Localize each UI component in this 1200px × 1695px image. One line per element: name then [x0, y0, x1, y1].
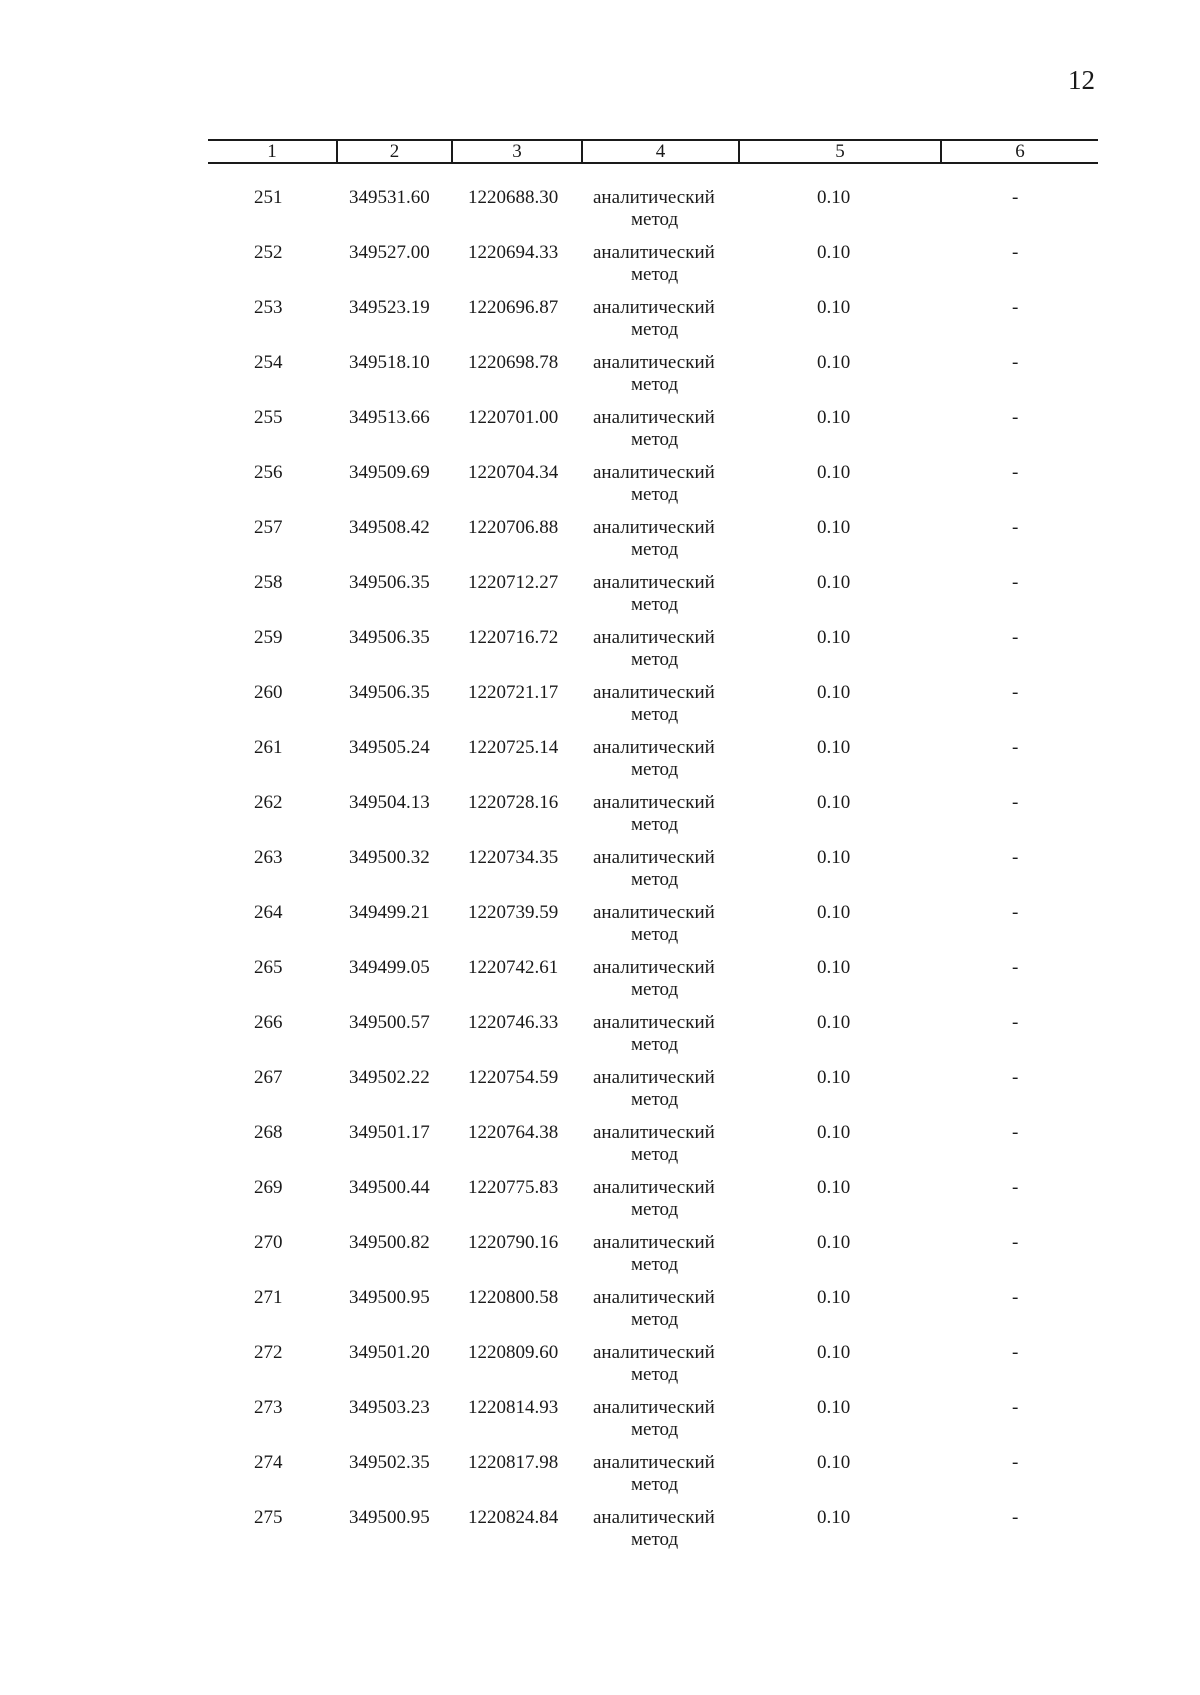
table-body [0, 187, 1200, 1562]
method-line-2: метод [631, 759, 679, 780]
accuracy-value: 0.10 [817, 847, 851, 868]
note-value: - [1012, 957, 1019, 978]
point-number: 261 [254, 737, 283, 758]
coordinate-y: 1220706.88 [468, 517, 559, 538]
coordinate-x: 349501.20 [349, 1342, 430, 1363]
coordinate-y: 1220701.00 [468, 407, 559, 428]
method-line-2: метод [631, 209, 679, 230]
method-line-1: аналитический [593, 1122, 715, 1143]
coordinate-x: 349502.35 [349, 1452, 430, 1473]
point-number: 268 [254, 1122, 283, 1143]
method-line-1: аналитический [593, 1177, 715, 1198]
point-number: 255 [254, 407, 283, 428]
note-value: - [1012, 1342, 1019, 1363]
coordinate-x: 349523.19 [349, 297, 430, 318]
page-number: 12 [1068, 65, 1095, 95]
coordinate-y: 1220746.33 [468, 1012, 559, 1033]
table-row [0, 1122, 1200, 1177]
table-row [0, 1507, 1200, 1562]
coordinate-x: 349500.32 [349, 847, 430, 868]
table-row [0, 352, 1200, 407]
point-number: 256 [254, 462, 283, 483]
point-number: 274 [254, 1452, 283, 1473]
note-value: - [1012, 1232, 1019, 1253]
coordinate-x: 349500.95 [349, 1507, 430, 1528]
coordinate-x: 349499.05 [349, 957, 430, 978]
coordinate-x: 349505.24 [349, 737, 430, 758]
table-row [0, 1177, 1200, 1232]
column-header-5: 5 [740, 141, 942, 162]
method-line-1: аналитический [593, 957, 715, 978]
coordinate-x: 349500.44 [349, 1177, 430, 1198]
note-value: - [1012, 1452, 1019, 1473]
method-line-1: аналитический [593, 242, 715, 263]
method-line-1: аналитический [593, 1397, 715, 1418]
method-line-2: метод [631, 319, 679, 340]
coordinate-y: 1220754.59 [468, 1067, 559, 1088]
method-line-2: метод [631, 1474, 679, 1495]
method-line-2: метод [631, 374, 679, 395]
point-number: 252 [254, 242, 283, 263]
method-line-1: аналитический [593, 1452, 715, 1473]
accuracy-value: 0.10 [817, 1507, 851, 1528]
note-value: - [1012, 1287, 1019, 1308]
method-line-2: метод [631, 429, 679, 450]
method-line-2: метод [631, 1529, 679, 1550]
column-header-2: 2 [338, 141, 453, 162]
note-value: - [1012, 1397, 1019, 1418]
accuracy-value: 0.10 [817, 902, 851, 923]
point-number: 262 [254, 792, 283, 813]
point-number: 272 [254, 1342, 283, 1363]
method-line-2: метод [631, 924, 679, 945]
accuracy-value: 0.10 [817, 737, 851, 758]
table-row [0, 847, 1200, 902]
accuracy-value: 0.10 [817, 1012, 851, 1033]
table-row [0, 1397, 1200, 1452]
coordinate-x: 349527.00 [349, 242, 430, 263]
note-value: - [1012, 1012, 1019, 1033]
note-value: - [1012, 297, 1019, 318]
table-row [0, 572, 1200, 627]
method-line-2: метод [631, 869, 679, 890]
coordinate-y: 1220790.16 [468, 1232, 559, 1253]
method-line-2: метод [631, 1419, 679, 1440]
point-number: 263 [254, 847, 283, 868]
table-row [0, 792, 1200, 847]
table-row [0, 1232, 1200, 1287]
method-line-2: метод [631, 979, 679, 1000]
column-header-4: 4 [583, 141, 740, 162]
method-line-2: метод [631, 1309, 679, 1330]
coordinate-x: 349513.66 [349, 407, 430, 428]
coordinate-y: 1220809.60 [468, 1342, 559, 1363]
table-row [0, 242, 1200, 297]
coordinate-x: 349531.60 [349, 187, 430, 208]
coordinate-x: 349500.95 [349, 1287, 430, 1308]
point-number: 267 [254, 1067, 283, 1088]
method-line-2: метод [631, 1254, 679, 1275]
coordinate-y: 1220742.61 [468, 957, 559, 978]
coordinate-x: 349506.35 [349, 682, 430, 703]
coordinate-x: 349499.21 [349, 902, 430, 923]
method-line-1: аналитический [593, 627, 715, 648]
accuracy-value: 0.10 [817, 1177, 851, 1198]
note-value: - [1012, 792, 1019, 813]
method-line-2: метод [631, 484, 679, 505]
point-number: 254 [254, 352, 283, 373]
note-value: - [1012, 187, 1019, 208]
method-line-1: аналитический [593, 792, 715, 813]
coordinate-y: 1220764.38 [468, 1122, 559, 1143]
accuracy-value: 0.10 [817, 572, 851, 593]
method-line-2: метод [631, 1364, 679, 1385]
table-row [0, 407, 1200, 462]
point-number: 258 [254, 572, 283, 593]
table-row [0, 682, 1200, 737]
accuracy-value: 0.10 [817, 792, 851, 813]
method-line-1: аналитический [593, 572, 715, 593]
point-number: 275 [254, 1507, 283, 1528]
coordinate-x: 349501.17 [349, 1122, 430, 1143]
table-row [0, 187, 1200, 242]
accuracy-value: 0.10 [817, 627, 851, 648]
accuracy-value: 0.10 [817, 297, 851, 318]
note-value: - [1012, 737, 1019, 758]
coordinate-x: 349509.69 [349, 462, 430, 483]
coordinate-x: 349503.23 [349, 1397, 430, 1418]
point-number: 260 [254, 682, 283, 703]
point-number: 271 [254, 1287, 283, 1308]
table-row [0, 1067, 1200, 1122]
method-line-1: аналитический [593, 1012, 715, 1033]
table-row [0, 1287, 1200, 1342]
column-header-1: 1 [208, 141, 338, 162]
column-header-6: 6 [1015, 141, 1025, 162]
note-value: - [1012, 682, 1019, 703]
note-value: - [1012, 517, 1019, 538]
table-row [0, 627, 1200, 682]
method-line-2: метод [631, 649, 679, 670]
table-row [0, 297, 1200, 352]
coordinate-y: 1220694.33 [468, 242, 559, 263]
note-value: - [1012, 1122, 1019, 1143]
coordinate-y: 1220721.17 [468, 682, 559, 703]
note-value: - [1012, 462, 1019, 483]
method-line-1: аналитический [593, 517, 715, 538]
method-line-1: аналитический [593, 682, 715, 703]
coordinate-x: 349508.42 [349, 517, 430, 538]
accuracy-value: 0.10 [817, 1287, 851, 1308]
method-line-1: аналитический [593, 902, 715, 923]
accuracy-value: 0.10 [817, 1067, 851, 1088]
coordinate-y: 1220734.35 [468, 847, 559, 868]
coordinate-x: 349502.22 [349, 1067, 430, 1088]
table-header [208, 139, 1098, 164]
coordinate-y: 1220696.87 [468, 297, 559, 318]
method-line-2: метод [631, 594, 679, 615]
method-line-1: аналитический [593, 462, 715, 483]
coordinate-y: 1220814.93 [468, 1397, 559, 1418]
method-line-2: метод [631, 704, 679, 725]
point-number: 270 [254, 1232, 283, 1253]
point-number: 264 [254, 902, 283, 923]
point-number: 273 [254, 1397, 283, 1418]
method-line-2: метод [631, 1144, 679, 1165]
coordinate-x: 349506.35 [349, 627, 430, 648]
coordinate-x: 349500.82 [349, 1232, 430, 1253]
coordinate-y: 1220739.59 [468, 902, 559, 923]
method-line-1: аналитический [593, 1232, 715, 1253]
table-row [0, 737, 1200, 792]
method-line-1: аналитический [593, 1507, 715, 1528]
note-value: - [1012, 902, 1019, 923]
coordinate-x: 349504.13 [349, 792, 430, 813]
coordinate-y: 1220716.72 [468, 627, 559, 648]
point-number: 266 [254, 1012, 283, 1033]
accuracy-value: 0.10 [817, 1232, 851, 1253]
note-value: - [1012, 1177, 1019, 1198]
accuracy-value: 0.10 [817, 682, 851, 703]
method-line-1: аналитический [593, 1067, 715, 1088]
point-number: 257 [254, 517, 283, 538]
accuracy-value: 0.10 [817, 1122, 851, 1143]
method-line-2: метод [631, 1199, 679, 1220]
coordinate-y: 1220712.27 [468, 572, 559, 593]
note-value: - [1012, 627, 1019, 648]
note-value: - [1012, 847, 1019, 868]
accuracy-value: 0.10 [817, 352, 851, 373]
table-row [0, 1452, 1200, 1507]
method-line-2: метод [631, 1089, 679, 1110]
accuracy-value: 0.10 [817, 242, 851, 263]
method-line-1: аналитический [593, 1342, 715, 1363]
table-row [0, 957, 1200, 1012]
accuracy-value: 0.10 [817, 1452, 851, 1473]
note-value: - [1012, 1067, 1019, 1088]
method-line-1: аналитический [593, 737, 715, 758]
point-number: 259 [254, 627, 283, 648]
note-value: - [1012, 572, 1019, 593]
coordinate-y: 1220800.58 [468, 1287, 559, 1308]
method-line-1: аналитический [593, 352, 715, 373]
table-row [0, 517, 1200, 572]
coordinate-y: 1220817.98 [468, 1452, 559, 1473]
point-number: 265 [254, 957, 283, 978]
table-row [0, 1342, 1200, 1397]
coordinate-y: 1220698.78 [468, 352, 559, 373]
point-number: 269 [254, 1177, 283, 1198]
note-value: - [1012, 407, 1019, 428]
method-line-2: метод [631, 539, 679, 560]
accuracy-value: 0.10 [817, 187, 851, 208]
column-header-3: 3 [453, 141, 583, 162]
coordinate-x: 349506.35 [349, 572, 430, 593]
accuracy-value: 0.10 [817, 407, 851, 428]
method-line-2: метод [631, 1034, 679, 1055]
coordinate-x: 349500.57 [349, 1012, 430, 1033]
table-row [0, 1012, 1200, 1067]
coordinate-x: 349518.10 [349, 352, 430, 373]
accuracy-value: 0.10 [817, 517, 851, 538]
coordinate-y: 1220688.30 [468, 187, 559, 208]
point-number: 251 [254, 187, 283, 208]
method-line-1: аналитический [593, 297, 715, 318]
method-line-2: метод [631, 264, 679, 285]
table-row [0, 462, 1200, 517]
accuracy-value: 0.10 [817, 1397, 851, 1418]
accuracy-value: 0.10 [817, 957, 851, 978]
table-row [0, 902, 1200, 957]
note-value: - [1012, 1507, 1019, 1528]
note-value: - [1012, 352, 1019, 373]
coordinate-y: 1220775.83 [468, 1177, 559, 1198]
method-line-1: аналитический [593, 1287, 715, 1308]
accuracy-value: 0.10 [817, 462, 851, 483]
coordinate-y: 1220725.14 [468, 737, 559, 758]
method-line-1: аналитический [593, 407, 715, 428]
point-number: 253 [254, 297, 283, 318]
method-line-1: аналитический [593, 187, 715, 208]
note-value: - [1012, 242, 1019, 263]
method-line-1: аналитический [593, 847, 715, 868]
accuracy-value: 0.10 [817, 1342, 851, 1363]
coordinate-y: 1220704.34 [468, 462, 559, 483]
method-line-2: метод [631, 814, 679, 835]
coordinate-y: 1220824.84 [468, 1507, 559, 1528]
coordinate-y: 1220728.16 [468, 792, 559, 813]
